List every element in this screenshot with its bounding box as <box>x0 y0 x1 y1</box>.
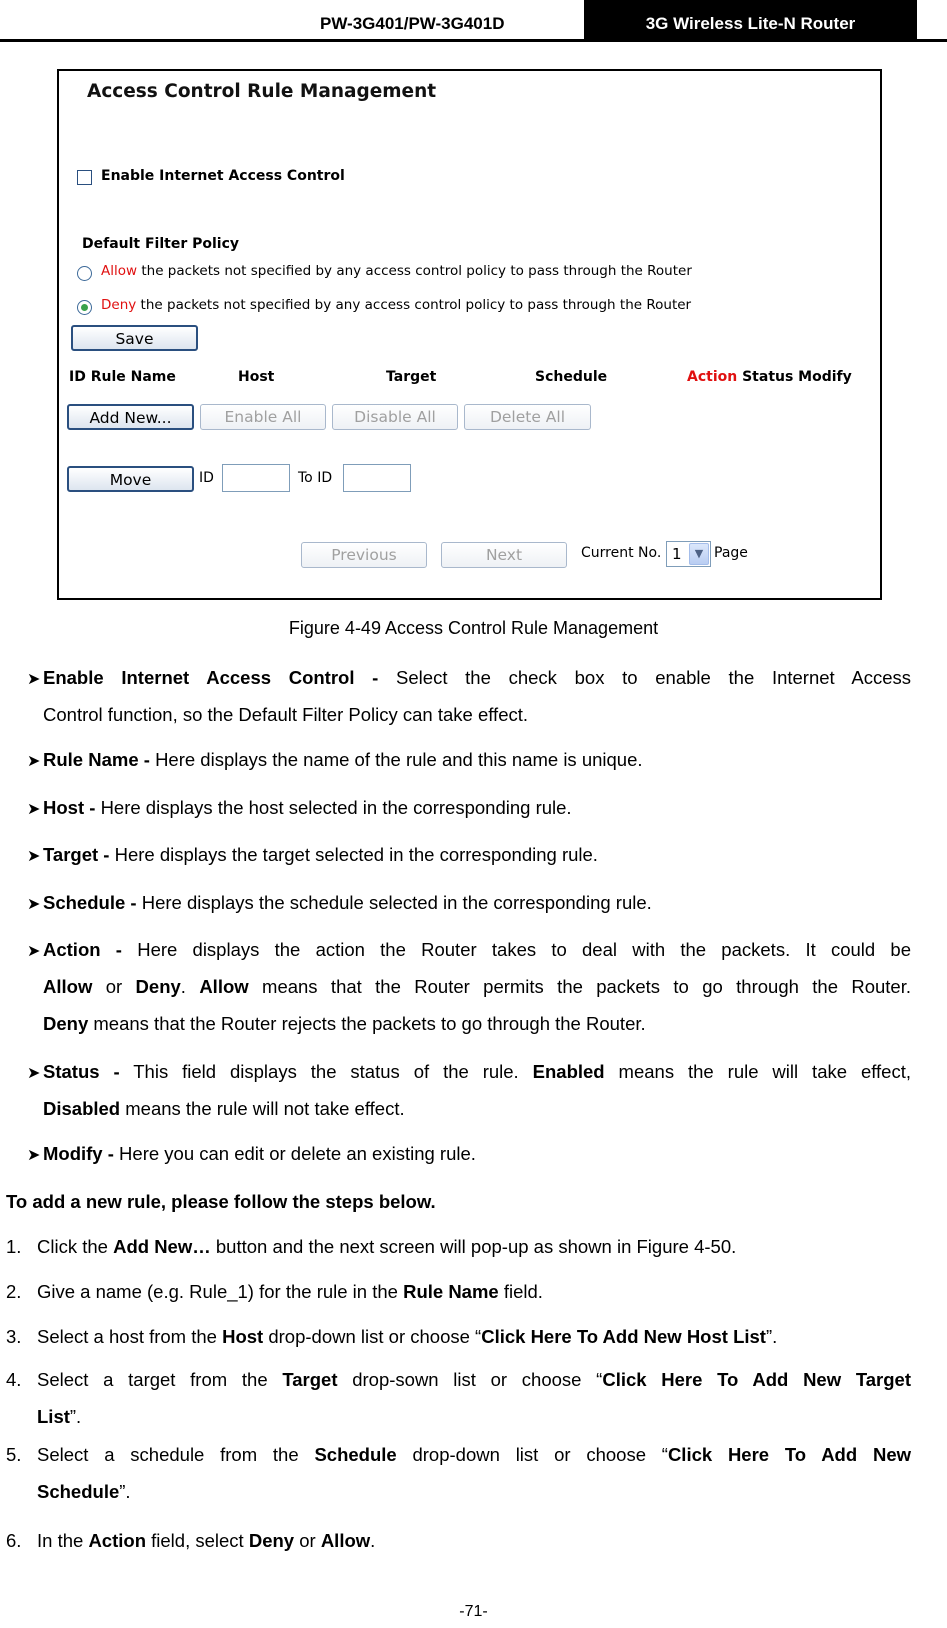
delete-all-button[interactable]: Delete All <box>464 404 591 430</box>
deny-radio[interactable] <box>77 300 92 315</box>
bullet-target: Target - Here displays the target selected in the corresponding rule. <box>43 844 598 865</box>
col-schedule: Schedule <box>535 369 608 385</box>
header-product: 3G Wireless Lite-N Router <box>584 0 917 42</box>
bullet-arrow-icon: ➤ <box>27 896 41 913</box>
bullet-arrow-icon: ➤ <box>27 848 41 865</box>
step-6: In the Action field, select Deny or Allow. <box>37 1530 376 1551</box>
header-rule <box>0 39 947 42</box>
bullet-arrow-icon: ➤ <box>27 753 41 770</box>
disable-all-button[interactable]: Disable All <box>332 404 458 430</box>
save-button[interactable]: Save <box>71 325 198 351</box>
step-2: Give a name (e.g. Rule_1) for the rule in the Rule Name field. <box>37 1281 543 1302</box>
col-target: Target <box>386 369 437 385</box>
step-5-line2: Schedule”. <box>37 1481 131 1502</box>
step-number: 1. <box>6 1236 22 1257</box>
allow-option-text <box>101 263 692 279</box>
bullet-status-line2: Disabled means the rule will not take effect. <box>43 1098 405 1119</box>
to-id-label: To ID <box>298 470 333 486</box>
bullet-arrow-icon: ➤ <box>27 1147 41 1164</box>
bullet-modify: Modify - Here you can edit or delete an existing rule. <box>43 1143 476 1164</box>
step-number: 6. <box>6 1530 22 1551</box>
bullet-arrow-icon: ➤ <box>27 801 41 818</box>
step-1: Click the Add New… button and the next screen will pop-up as shown in Figure 4-50. <box>37 1236 737 1257</box>
access-control-figure <box>57 69 882 600</box>
col-host: Host <box>238 369 275 385</box>
page-number: -71- <box>459 1603 488 1620</box>
current-no-label: Current No. <box>581 545 662 561</box>
step-3: Select a host from the Host drop-down list or choose “Click Here To Add New Host List”. <box>37 1326 778 1347</box>
bullet-enable-line1: Enable Internet Access Control - Select the check box to enable the Internet Access <box>43 667 911 688</box>
enable-access-control-label: Enable Internet Access Control <box>101 168 345 184</box>
col-action: Action <box>687 369 738 385</box>
bullet-status-line1: Status - This field displays the status of the rule. Enabled means the rule will take effect, <box>43 1061 912 1082</box>
bullet-action-line1: Action - Here displays the action the Router takes to deal with the packets. It could be <box>43 939 911 960</box>
chevron-down-icon[interactable]: ▼ <box>689 543 709 565</box>
deny-description: the packets not specified by any access control policy to pass through the Router <box>140 297 692 313</box>
id-label: ID <box>199 470 214 486</box>
deny-keyword: Deny <box>101 297 137 313</box>
to-id-input[interactable] <box>343 464 411 492</box>
step-4-line2: List”. <box>37 1406 82 1427</box>
page-title: Access Control Rule Management <box>87 81 437 102</box>
page-header <box>0 0 947 42</box>
step-5-line1: Select a schedule from the Schedule drop-down list or choose “Click Here To Add New <box>37 1444 911 1465</box>
default-filter-policy-heading: Default Filter Policy <box>82 236 240 252</box>
step-number: 4. <box>6 1369 22 1390</box>
enable-all-button[interactable]: Enable All <box>200 404 326 430</box>
add-new-button[interactable]: Add New... <box>67 404 194 430</box>
bullet-arrow-icon: ➤ <box>27 1065 41 1082</box>
enable-access-control-checkbox[interactable] <box>77 170 92 185</box>
move-button[interactable]: Move <box>67 466 194 492</box>
bullet-enable-line2: Control function, so the Default Filter Policy can take effect. <box>43 704 529 725</box>
bullet-host: Host - Here displays the host selected in the corresponding rule. <box>43 797 572 818</box>
page-label: Page <box>714 545 748 561</box>
bullet-action-line3: Deny means that the Router rejects the packets to go through the Router. <box>43 1013 646 1034</box>
bullet-action-line2: Allow or Deny. Allow means that the Router permits the packets to go through the Router. <box>43 976 912 997</box>
step-number: 5. <box>6 1444 22 1465</box>
bullet-arrow-icon: ➤ <box>27 943 41 960</box>
step-number: 3. <box>6 1326 22 1347</box>
step-number: 2. <box>6 1281 22 1302</box>
col-status-modify: Status Modify <box>742 369 852 385</box>
allow-radio[interactable] <box>77 266 92 281</box>
id-input[interactable] <box>222 464 290 492</box>
col-action-status-modify <box>687 369 852 385</box>
step-4-line1: Select a target from the Target drop-sown list or choose “Click Here To Add New Target <box>37 1369 911 1390</box>
bullet-schedule: Schedule - Here displays the schedule selected in the corresponding rule. <box>43 892 652 913</box>
steps-heading: To add a new rule, please follow the steps below. <box>6 1191 436 1212</box>
page-select[interactable] <box>666 541 711 567</box>
col-id-rule-name: ID Rule Name <box>69 369 176 385</box>
page-select-value: 1 <box>672 545 682 563</box>
allow-description: the packets not specified by any access control policy to pass through the Router <box>141 263 692 279</box>
deny-option-text <box>101 297 691 313</box>
bullet-arrow-icon: ➤ <box>27 671 41 688</box>
next-button[interactable]: Next <box>441 542 567 568</box>
bullet-rule-name: Rule Name - Here displays the name of the rule and this name is unique. <box>43 749 643 770</box>
allow-keyword: Allow <box>101 263 138 279</box>
header-model: PW-3G401/PW-3G401D <box>320 14 505 33</box>
previous-button[interactable]: Previous <box>301 542 427 568</box>
figure-caption: Figure 4-49 Access Control Rule Management <box>288 618 659 638</box>
